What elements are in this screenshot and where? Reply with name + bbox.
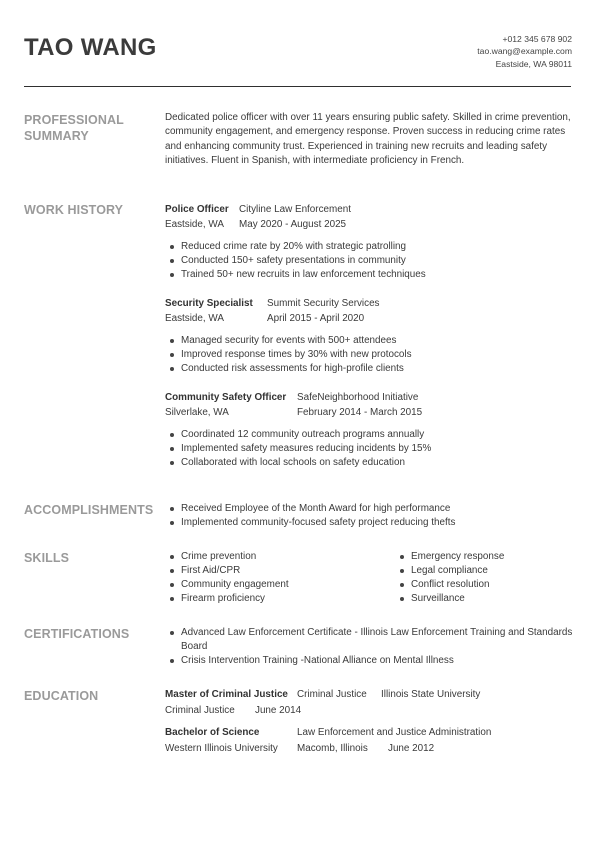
accomplishments-heading: ACCOMPLISHMENTS: [24, 503, 154, 517]
phone-number: +012 345 678 902: [502, 34, 572, 44]
job-entry: [165, 202, 573, 282]
work-history-section: [165, 202, 573, 470]
job-title: Security Specialist: [165, 298, 253, 309]
summary-text: Dedicated police officer with over 11 years ensuring public safety. Skilled in crime prevention, community engagement, and emergency response. Proven success in reducing crime rates and enhancing community trust. Experienced in training new recruits and leading safety initiatives. Fluent in Spanish, with intermediate proficiency in French.: [165, 112, 571, 167]
list-item: Reduced crime rate by 20% with strategic patrolling: [165, 240, 573, 254]
skill-item: Conflict resolution: [395, 578, 595, 592]
list-item: Coordinated 12 community outreach programs annually: [165, 428, 573, 442]
school-name: Western Illinois University: [165, 743, 278, 754]
candidate-name: TAO WANG: [24, 34, 157, 61]
list-item: Collaborated with local schools on safety education: [165, 456, 573, 470]
list-item: Implemented community-focused safety project reducing thefts: [165, 516, 573, 530]
certifications-list: [165, 626, 573, 668]
job-company: Cityline Law Enforcement: [239, 204, 351, 215]
education-entry: [165, 725, 573, 756]
job-company: SafeNeighborhood Initiative: [297, 392, 419, 403]
certifications-heading: CERTIFICATIONS: [24, 627, 130, 641]
school-name: Illinois State University: [381, 689, 481, 700]
education-entry: [165, 687, 573, 718]
skills-section: [165, 550, 573, 610]
list-item: Managed security for events with 500+ attendees: [165, 334, 573, 348]
location: Eastside, WA 98011: [495, 58, 572, 69]
skill-item: Legal compliance: [395, 564, 595, 578]
job-bullets: [165, 334, 573, 376]
skills-list-left: [165, 550, 365, 606]
job-entry: [165, 296, 573, 376]
job-location: Eastside, WA: [165, 219, 224, 230]
skill-item: Surveillance: [395, 592, 595, 606]
skills-list-right: [395, 550, 595, 606]
job-title: Police Officer: [165, 204, 229, 215]
list-item: Trained 50+ new recruits in law enforcement techniques: [165, 268, 573, 282]
summary-heading: [24, 112, 124, 144]
list-item: Advanced Law Enforcement Certificate - Illinois Law Enforcement Training and Standards Board: [165, 626, 573, 654]
job-entry: [165, 390, 573, 470]
job-dates: May 2020 - August 2025: [239, 219, 347, 230]
certifications-section: [165, 626, 573, 668]
job-location: Eastside, WA: [165, 313, 224, 324]
header-divider: [24, 86, 571, 87]
list-item: Crisis Intervention Training -National Alliance on Mental Illness: [165, 654, 573, 668]
skill-item: Firearm proficiency: [165, 592, 365, 606]
graduation-date: June 2014: [255, 705, 302, 716]
list-item: Received Employee of the Month Award for high performance: [165, 502, 573, 516]
education-section: [165, 687, 573, 756]
summary-heading-line2: SUMMARY: [24, 129, 89, 143]
job-title: Community Safety Officer: [165, 392, 287, 403]
graduation-date: June 2012: [388, 743, 435, 754]
contact-info: [477, 33, 572, 70]
summary-heading-line1: PROFESSIONAL: [24, 113, 124, 127]
skill-item: Community engagement: [165, 578, 365, 592]
job-dates: April 2015 - April 2020: [267, 313, 365, 324]
skills-heading: SKILLS: [24, 551, 70, 565]
list-item: Implemented safety measures reducing incidents by 15%: [165, 442, 573, 456]
job-bullets: [165, 240, 573, 282]
accomplishments-list: [165, 502, 573, 530]
skill-item: First Aid/CPR: [165, 564, 365, 578]
skill-item: Crime prevention: [165, 550, 365, 564]
skill-item: Emergency response: [395, 550, 595, 564]
summary-section: [165, 111, 573, 169]
degree-name: Bachelor of Science: [165, 727, 260, 738]
list-item: Improved response times by 30% with new protocols: [165, 348, 573, 362]
accomplishments-section: [165, 502, 573, 530]
education-heading: EDUCATION: [24, 689, 99, 703]
degree-name: Master of Criminal Justice: [165, 689, 288, 700]
email-address: tao.wang@example.com: [477, 46, 572, 57]
list-item: Conducted risk assessments for high-profile clients: [165, 362, 573, 376]
degree-field: Criminal Justice: [297, 689, 367, 700]
list-item: Conducted 150+ safety presentations in community: [165, 254, 573, 268]
job-bullets: [165, 428, 573, 470]
work-history-heading: WORK HISTORY: [24, 203, 124, 217]
degree-major: Criminal Justice: [165, 705, 235, 716]
school-location: Macomb, Illinois: [297, 743, 368, 754]
job-company: Summit Security Services: [267, 298, 380, 309]
job-location: Silverlake, WA: [165, 407, 229, 418]
degree-field: Law Enforcement and Justice Administration: [297, 727, 492, 738]
job-dates: February 2014 - March 2015: [297, 407, 423, 418]
